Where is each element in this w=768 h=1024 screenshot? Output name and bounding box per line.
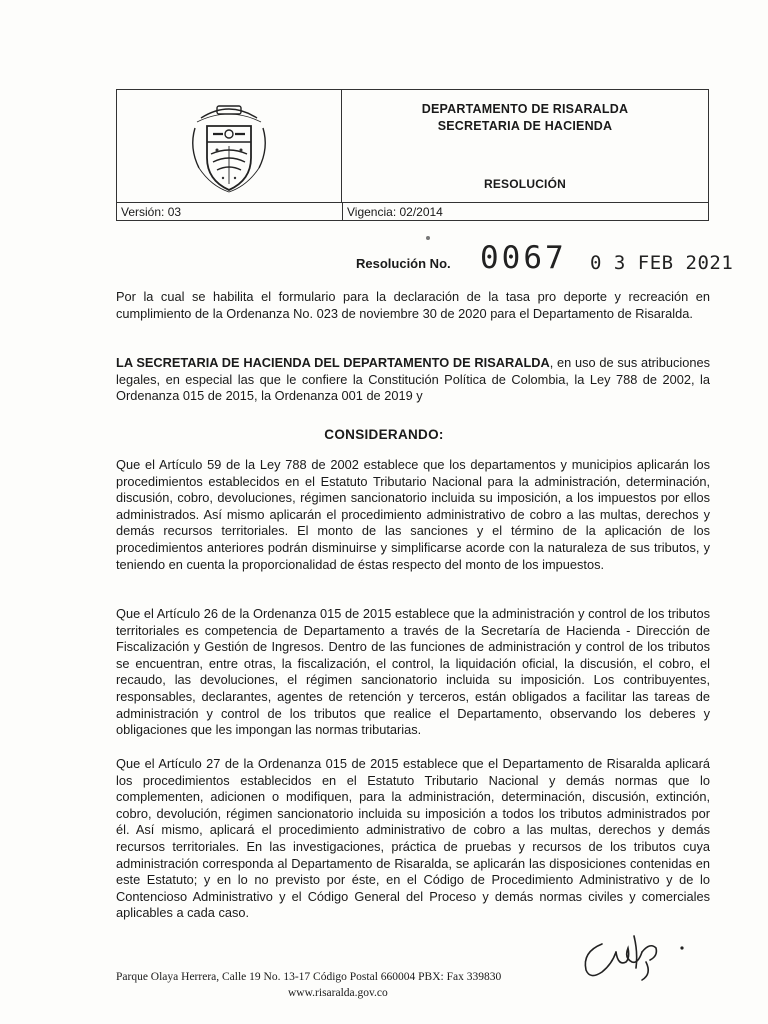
resolution-date: 0 3 FEB 2021 — [590, 252, 734, 274]
header-meta-row — [117, 202, 708, 221]
document-type: RESOLUCIÓN — [483, 177, 566, 191]
title-cell — [342, 90, 708, 202]
department-name: DEPARTAMENTO DE RISARALDA — [421, 102, 629, 116]
authority-text: , en uso de sus atribuciones legales, en especial las que le confiere la Constitución Política de Colombia, la Ley 788 de 2002, la Ordenanza 015 de 2015, la Ordenanza 001 de 2019 y — [116, 355, 710, 404]
footer-website-link[interactable]: www.risaralda.gov.co — [288, 987, 388, 999]
resolution-label: Resolución No. — [356, 256, 451, 271]
handwritten-signature — [572, 922, 692, 992]
paragraph-2: Que el Artículo 26 de la Ordenanza 015 de 2015 establece que la administración y control de los tributos territoriales es competencia de Departamento a través de la Secretaría de Hacienda - Dirección de Fiscalización y Gestión de Ingresos. Dentro de las funciones de administración y control de los tributos se encuentran, entre otras, la fiscalización, el control, la liquidación oficial, la discusión, el cobro, el recaudo, las devoluciones, el régimen sancionatorio incluida su imposición. Los contribuyentes, responsables, declarantes, agentes de retención y terceros, están obligados a facilitar las tareas de administración y control de los tributos que realice el Departamento, observando los deberes y obligaciones que les impongan las normas tributarias. — [116, 606, 710, 738]
paragraph-1: Que el Artículo 59 de la Ley 788 de 2002 establece que los departamentos y municipios aplicarán los procedimientos establecidos en el Estatuto Tributario Nacional para la administración, determinación, discusión, cobro, devoluciones, régimen sancionatorio incluida su imposición, a los impuestos por ellos administrados. Así mismo aplicarán el procedimiento administrativo de cobro a las multas, derechos y demás recursos territoriales. El monto de las sanciones y el término de la aplicación de los procedimientos anteriores podrán disminuirse y simplificarse acorde con la naturaleza de sus tributos, y teniendo en cuenta la proporcionalidad de éstas respecto del monto de los impuestos. — [116, 457, 710, 572]
punch-mark — [426, 236, 430, 240]
paragraph-3: Que el Artículo 27 de la Ordenanza 015 de 2015 establece que el Departamento de Risaralda aplicará los procedimientos establecidos en el Estatuto Tributario Nacional y demás normas que lo complementen, adicionen o modifiquen, para la administración, determinación, discusión, extinción, cobro, devolución, régimen sancionatorio incluida su imposición a todos los tributos administrados por él. Así mismo, aplicará el procedimiento administrativo de cobro a las multas, derechos y demás recursos territoriales. En las investigaciones, práctica de pruebas y recursos de los tributos cuya administración corresponda al Departamento de Risaralda, se aplicarán las disposiciones contenidas en este Estatuto; y en lo no previsto por éste, en el Código de Procedimiento Administrativo y de lo Contencioso Administrativo y el Código General del Proceso y demás normas civiles y comerciales aplicables a cada caso. — [116, 756, 710, 921]
authority-paragraph — [116, 355, 710, 405]
logo-cell — [117, 90, 342, 202]
footer-address: Parque Olaya Herrera, Calle 19 No. 13-17 Código Postal 660004 PBX: Fax 339830 — [116, 971, 502, 983]
coat-of-arms-icon — [187, 98, 271, 194]
vigencia-label: Vigencia: 02/2014 — [342, 203, 708, 221]
document-header-table — [116, 89, 709, 221]
authority-name: LA SECRETARIA DE HACIENDA DEL DEPARTAMENTO DE RISARALDA — [116, 355, 550, 370]
resolution-number: 0067 — [480, 240, 567, 276]
intro-paragraph: Por la cual se habilita el formulario para la declaración de la tasa pro deporte y recreación en cumplimiento de la Ordenanza No. 023 de noviembre 30 de 2020 para el Departamento de Risaralda. — [116, 289, 710, 321]
secretariat-name: SECRETARIA DE HACIENDA — [437, 119, 613, 133]
considering-heading: CONSIDERANDO: — [324, 427, 444, 442]
version-label: Versión: 03 — [121, 205, 182, 219]
